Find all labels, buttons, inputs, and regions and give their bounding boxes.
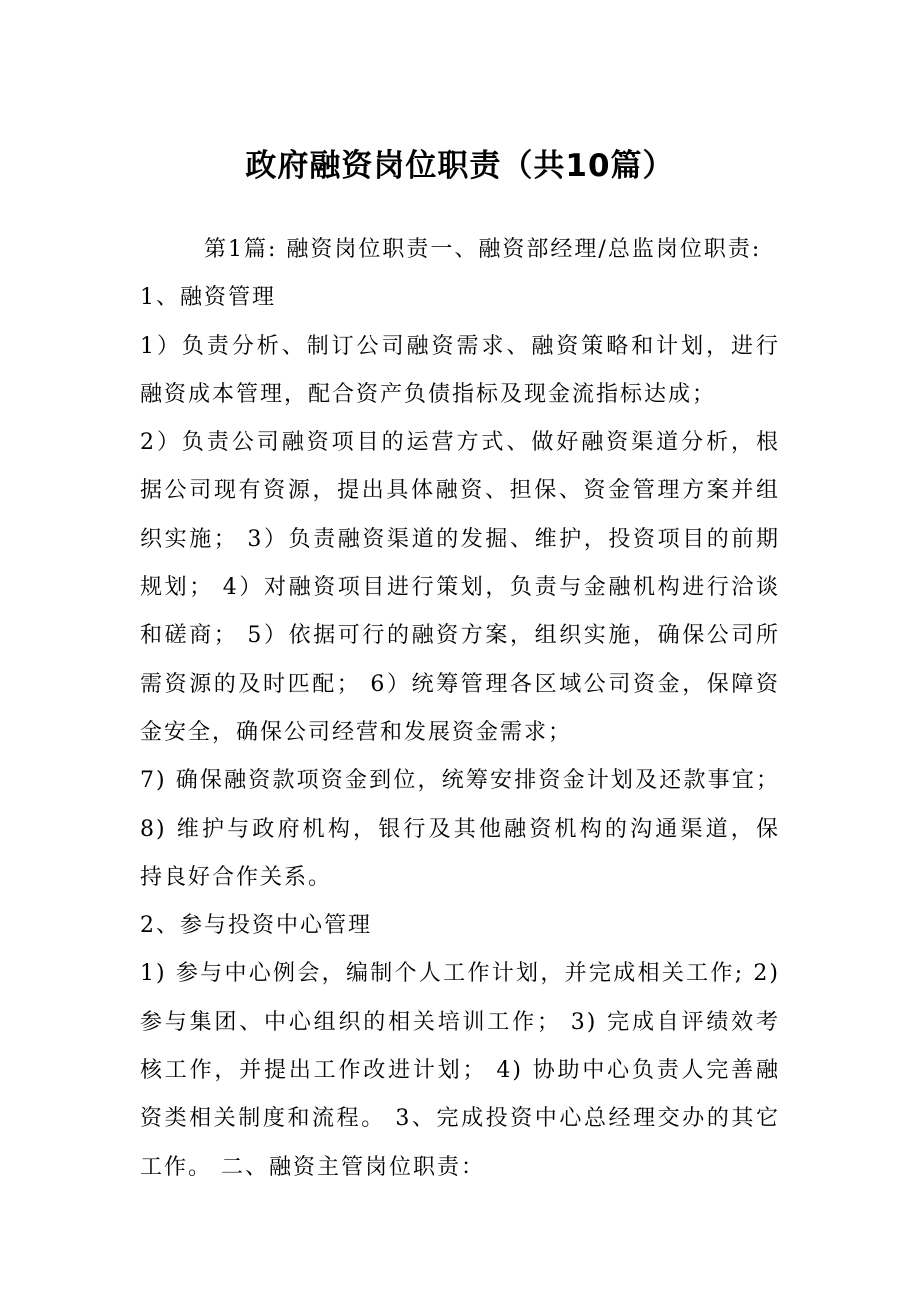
section-heading-investment-center: 2、参与投资中心管理	[140, 913, 372, 939]
paragraph-line: 和磋商； 5）依据可行的融资方案，组织实施，确保公司所	[140, 623, 780, 649]
paragraph-line: 持良好合作关系。	[140, 864, 333, 890]
paragraph-line: 1）负责分析、制订公司融资需求、融资策略和计划，进行	[140, 333, 780, 359]
paragraph-line: 资类相关制度和流程。 3、完成投资中心总经理交办的其它	[140, 1106, 780, 1132]
paragraph-line: 金安全，确保公司经营和发展资金需求；	[140, 719, 573, 745]
paragraph-line: 需资源的及时匹配； 6）统筹管理各区域公司资金，保障资	[140, 671, 780, 697]
paragraph-line: 融资成本管理，配合资产负债指标及现金流指标达成；	[140, 381, 717, 407]
paragraph-line: 参与集团、中心组织的相关培训工作； 3) 完成自评绩效考	[140, 1009, 780, 1035]
section-heading-financing-management: 1、融资管理	[140, 285, 276, 311]
paragraph-line: 工作。 二、融资主管岗位职责：	[140, 1154, 485, 1180]
paragraph-line: 织实施； 3）负责融资渠道的发掘、维护，投资项目的前期	[140, 526, 780, 552]
paragraph-line: 7) 确保融资款项资金到位，统筹安排资金计划及还款事宜；	[140, 768, 780, 794]
document-body	[140, 226, 780, 1192]
paragraph-line: 核工作，并提出工作改进计划； 4) 协助中心负责人完善融	[140, 1058, 780, 1084]
paragraph-line: 8) 维护与政府机构，银行及其他融资机构的沟通渠道，保	[140, 816, 780, 842]
paragraph-line: 据公司现有资源，提出具体融资、担保、资金管理方案并组	[140, 478, 780, 504]
document-title: 政府融资岗位职责（共10篇）	[245, 148, 675, 184]
paragraph-line: 规划； 4）对融资项目进行策划，负责与金融机构进行洽谈	[140, 575, 780, 601]
paragraph-line-intro: 第1篇: 融资岗位职责一、融资部经理/总监岗位职责:	[204, 237, 762, 262]
paragraph-line: 1) 参与中心例会，编制个人工作计划，并完成相关工作; 2)	[140, 961, 780, 987]
paragraph-line: 2）负责公司融资项目的运营方式、做好融资渠道分析，根	[140, 430, 780, 456]
